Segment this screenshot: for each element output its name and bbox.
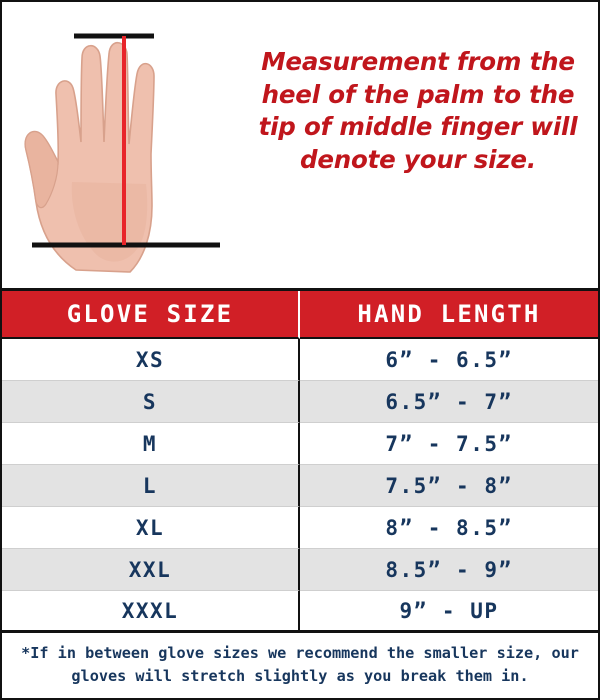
cell-hand-length: 6” - 6.5” (300, 339, 598, 381)
cell-hand-length: 6.5” - 7” (300, 381, 598, 423)
cell-glove-size: XXXL (2, 591, 300, 633)
hand-measurement-diagram (2, 2, 250, 288)
cell-hand-length: 7” - 7.5” (300, 423, 598, 465)
cell-glove-size: XL (2, 507, 300, 549)
cell-glove-size: M (2, 423, 300, 465)
footnote-text: *If in between glove sizes we recommend the smaller size, our gloves will stretch slightly as you break them in. (21, 644, 579, 685)
hand-illustration-svg (2, 2, 250, 288)
cell-glove-size: XXL (2, 549, 300, 591)
cell-glove-size: XS (2, 339, 300, 381)
headline-text: Measurement from the heel of the palm to the tip of middle finger will denote your size. (258, 47, 578, 174)
cell-hand-length: 8.5” - 9” (300, 549, 598, 591)
table-row (2, 381, 598, 423)
cell-hand-length: 8” - 8.5” (300, 507, 598, 549)
table-row (2, 591, 598, 633)
cell-glove-size: S (2, 381, 300, 423)
table-row (2, 549, 598, 591)
chart-header-section (2, 2, 598, 288)
table-row (2, 507, 598, 549)
footnote (2, 633, 598, 698)
table-row (2, 339, 598, 381)
table-header-row (2, 291, 598, 339)
cell-hand-length: 9” - UP (300, 591, 598, 633)
table-row (2, 423, 598, 465)
hand-shape (25, 43, 154, 272)
column-header-glove-size: GLOVE SIZE (2, 291, 300, 339)
table-row (2, 465, 598, 507)
cell-glove-size: L (2, 465, 300, 507)
size-table (2, 288, 598, 633)
cell-hand-length: 7.5” - 8” (300, 465, 598, 507)
column-header-hand-length: HAND LENGTH (300, 291, 598, 339)
